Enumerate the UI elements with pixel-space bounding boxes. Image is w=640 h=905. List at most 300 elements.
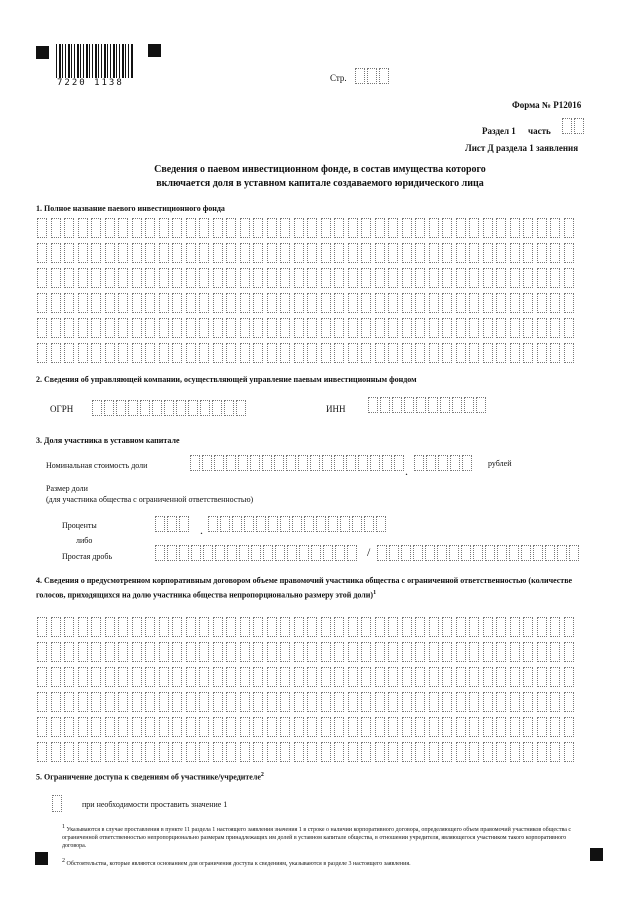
rights-scope-cell[interactable] (307, 717, 317, 737)
fund-name-cell[interactable] (429, 218, 439, 238)
rights-scope-cell[interactable] (267, 667, 277, 687)
fund-name-cell[interactable] (267, 293, 277, 313)
rights-scope-cell[interactable] (307, 642, 317, 662)
fund-name-cell[interactable] (105, 268, 115, 288)
rights-scope-cell[interactable] (348, 692, 358, 712)
fund-name-cell[interactable] (537, 268, 547, 288)
rights-scope-cell[interactable] (64, 742, 74, 762)
page-number-field[interactable] (355, 68, 391, 84)
rights-scope-cell[interactable] (388, 667, 398, 687)
percent-integer-cell[interactable] (179, 516, 189, 532)
rights-scope-cell[interactable] (240, 667, 250, 687)
fund-name-cell[interactable] (483, 343, 493, 363)
fund-name-cell[interactable] (375, 293, 385, 313)
rights-scope-cell[interactable] (361, 667, 371, 687)
fund-name-cell[interactable] (402, 243, 412, 263)
fund-name-cell[interactable] (199, 293, 209, 313)
rights-scope-cell[interactable] (402, 642, 412, 662)
rights-scope-cell[interactable] (51, 617, 61, 637)
fund-name-cell[interactable] (510, 243, 520, 263)
fund-name-cell[interactable] (172, 343, 182, 363)
fund-name-cell[interactable] (483, 243, 493, 263)
rights-scope-cell[interactable] (226, 642, 236, 662)
nominal-rubles-cell[interactable] (238, 455, 248, 471)
fund-name-cell[interactable] (564, 218, 574, 238)
fund-name-cell[interactable] (348, 243, 358, 263)
rights-scope-cell[interactable] (523, 667, 533, 687)
rights-scope-cell[interactable] (510, 617, 520, 637)
rights-scope-cell[interactable] (348, 617, 358, 637)
rights-scope-cell[interactable] (145, 642, 155, 662)
fund-name-cell[interactable] (402, 218, 412, 238)
rights-scope-cell[interactable] (510, 692, 520, 712)
rights-scope-cell[interactable] (91, 642, 101, 662)
fraction-numerator-cell[interactable] (263, 545, 273, 561)
rights-scope-cell[interactable] (240, 717, 250, 737)
fund-name-cell[interactable] (456, 318, 466, 338)
rights-scope-cell[interactable] (253, 642, 263, 662)
nominal-rubles-cell[interactable] (286, 455, 296, 471)
access-restriction-checkbox[interactable] (52, 795, 64, 812)
rights-scope-cell[interactable] (307, 692, 317, 712)
fund-name-cell[interactable] (172, 218, 182, 238)
rights-scope-cell[interactable] (159, 667, 169, 687)
ogrn-cell[interactable] (128, 400, 138, 416)
rights-scope-cell[interactable] (334, 667, 344, 687)
ogrn-cell[interactable] (224, 400, 234, 416)
rights-scope-cell[interactable] (294, 692, 304, 712)
rights-scope-cell[interactable] (523, 692, 533, 712)
rights-scope-cell[interactable] (253, 617, 263, 637)
rights-scope-cell[interactable] (199, 742, 209, 762)
fund-name-cell[interactable] (442, 318, 452, 338)
fund-name-cell[interactable] (456, 293, 466, 313)
fund-name-cell[interactable] (348, 318, 358, 338)
rights-scope-cell[interactable] (483, 642, 493, 662)
fund-name-cell[interactable] (159, 293, 169, 313)
rights-scope-cell[interactable] (442, 642, 452, 662)
fund-name-cell[interactable] (213, 293, 223, 313)
inn-cell[interactable] (464, 397, 474, 413)
rights-scope-cell[interactable] (226, 692, 236, 712)
fund-name-cell[interactable] (37, 343, 47, 363)
nominal-rubles-cell[interactable] (274, 455, 284, 471)
fund-name-cell[interactable] (240, 268, 250, 288)
rights-scope-cell[interactable] (483, 692, 493, 712)
nominal-rubles-cell[interactable] (334, 455, 344, 471)
fund-name-cell[interactable] (253, 243, 263, 263)
percent-fraction-cell[interactable] (244, 516, 254, 532)
rights-scope-cell[interactable] (456, 667, 466, 687)
fraction-denominator-cell[interactable] (533, 545, 543, 561)
fund-name-cell[interactable] (159, 243, 169, 263)
fund-name-cell[interactable] (483, 268, 493, 288)
rights-scope-cell[interactable] (334, 617, 344, 637)
percent-fraction-cell[interactable] (208, 516, 218, 532)
fraction-denominator-cell[interactable] (509, 545, 519, 561)
rights-scope-cell[interactable] (294, 642, 304, 662)
fund-name-cell[interactable] (159, 268, 169, 288)
fund-name-cell[interactable] (415, 343, 425, 363)
fund-name-cell[interactable] (334, 243, 344, 263)
nominal-kopecks-cell[interactable] (414, 455, 424, 471)
nominal-rubles-cell[interactable] (346, 455, 356, 471)
fund-name-cell[interactable] (307, 343, 317, 363)
rights-scope-cell[interactable] (213, 617, 223, 637)
fraction-numerator-cell[interactable] (299, 545, 309, 561)
page-number-cell[interactable] (379, 68, 389, 84)
fund-name-cell[interactable] (469, 343, 479, 363)
rights-scope-cell[interactable] (226, 667, 236, 687)
nominal-rubles-cell[interactable] (382, 455, 392, 471)
rights-scope-cell[interactable] (105, 642, 115, 662)
rights-scope-cell[interactable] (348, 717, 358, 737)
fund-name-cell[interactable] (172, 268, 182, 288)
nominal-rubles-cell[interactable] (394, 455, 404, 471)
rights-scope-cell[interactable] (550, 642, 560, 662)
fraction-denominator-cell[interactable] (413, 545, 423, 561)
rights-scope-cell[interactable] (334, 692, 344, 712)
fund-name-cell[interactable] (37, 318, 47, 338)
fund-name-cell[interactable] (483, 318, 493, 338)
fund-name-cell[interactable] (37, 268, 47, 288)
fund-name-cell[interactable] (307, 268, 317, 288)
fund-name-cell[interactable] (145, 318, 155, 338)
rights-scope-cell[interactable] (64, 717, 74, 737)
fund-name-cell[interactable] (456, 268, 466, 288)
rights-scope-cell[interactable] (429, 692, 439, 712)
fund-name-cell[interactable] (294, 293, 304, 313)
fund-name-cell[interactable] (321, 243, 331, 263)
fund-name-cell[interactable] (37, 243, 47, 263)
fund-name-cell[interactable] (186, 218, 196, 238)
rights-scope-cell[interactable] (51, 642, 61, 662)
rights-scope-cell[interactable] (550, 667, 560, 687)
fund-name-cell[interactable] (294, 218, 304, 238)
rights-scope-cell[interactable] (91, 717, 101, 737)
fund-name-cell[interactable] (402, 293, 412, 313)
fund-name-cell[interactable] (145, 268, 155, 288)
rights-scope-cell[interactable] (186, 667, 196, 687)
rights-scope-cell[interactable] (172, 617, 182, 637)
rights-scope-cell[interactable] (402, 692, 412, 712)
fund-name-cell[interactable] (253, 293, 263, 313)
fund-name-cell[interactable] (334, 318, 344, 338)
rights-scope-cell[interactable] (307, 617, 317, 637)
rights-scope-cell[interactable] (51, 692, 61, 712)
ogrn-cell[interactable] (116, 400, 126, 416)
ogrn-cell[interactable] (104, 400, 114, 416)
fraction-numerator-cell[interactable] (251, 545, 261, 561)
fund-name-cell[interactable] (91, 318, 101, 338)
rights-scope-cell[interactable] (253, 742, 263, 762)
rights-scope-row[interactable] (37, 717, 595, 737)
fund-name-cell[interactable] (307, 243, 317, 263)
fraction-numerator-field[interactable] (155, 545, 359, 561)
rights-scope-cell[interactable] (483, 617, 493, 637)
fund-name-cell[interactable] (280, 268, 290, 288)
fund-name-cell[interactable] (240, 343, 250, 363)
fund-name-cell[interactable] (267, 268, 277, 288)
fund-name-cell[interactable] (132, 293, 142, 313)
fraction-denominator-cell[interactable] (437, 545, 447, 561)
fund-name-cell[interactable] (132, 268, 142, 288)
fraction-denominator-cell[interactable] (449, 545, 459, 561)
fund-name-cell[interactable] (199, 268, 209, 288)
fund-name-cell[interactable] (91, 343, 101, 363)
fund-name-cell[interactable] (280, 218, 290, 238)
fund-name-cell[interactable] (253, 218, 263, 238)
fund-name-cell[interactable] (280, 293, 290, 313)
fund-name-cell[interactable] (348, 268, 358, 288)
rights-scope-cell[interactable] (213, 742, 223, 762)
rights-scope-cell[interactable] (402, 742, 412, 762)
fraction-denominator-cell[interactable] (401, 545, 411, 561)
rights-scope-cell[interactable] (469, 742, 479, 762)
fund-name-cell[interactable] (348, 293, 358, 313)
fund-name-cell[interactable] (550, 293, 560, 313)
rights-scope-cell[interactable] (523, 642, 533, 662)
fund-name-cell[interactable] (429, 243, 439, 263)
fund-name-row[interactable] (37, 243, 595, 263)
fraction-denominator-cell[interactable] (377, 545, 387, 561)
rights-scope-cell[interactable] (375, 642, 385, 662)
rights-scope-cell[interactable] (550, 692, 560, 712)
ogrn-cell[interactable] (152, 400, 162, 416)
fund-name-cell[interactable] (321, 268, 331, 288)
fund-name-cell[interactable] (172, 318, 182, 338)
inn-cell[interactable] (452, 397, 462, 413)
rights-scope-row[interactable] (37, 667, 595, 687)
rights-scope-cell[interactable] (442, 667, 452, 687)
rights-scope-cell[interactable] (321, 717, 331, 737)
rights-scope-cell[interactable] (469, 667, 479, 687)
fund-name-cell[interactable] (226, 318, 236, 338)
rights-scope-cell[interactable] (199, 692, 209, 712)
inn-cell[interactable] (404, 397, 414, 413)
rights-scope-cell[interactable] (469, 692, 479, 712)
fraction-denominator-cell[interactable] (461, 545, 471, 561)
rights-scope-cell[interactable] (253, 717, 263, 737)
rights-scope-cell[interactable] (64, 642, 74, 662)
rights-scope-cell[interactable] (564, 692, 574, 712)
fund-name-cell[interactable] (442, 243, 452, 263)
fund-name-cell[interactable] (91, 293, 101, 313)
fund-name-cell[interactable] (361, 243, 371, 263)
fund-name-cell[interactable] (415, 218, 425, 238)
rights-scope-cell[interactable] (564, 642, 574, 662)
fund-name-cell[interactable] (429, 268, 439, 288)
fund-name-cell[interactable] (186, 343, 196, 363)
rights-scope-cell[interactable] (118, 667, 128, 687)
fund-name-cell[interactable] (64, 343, 74, 363)
fund-name-cell[interactable] (132, 343, 142, 363)
fund-name-row[interactable] (37, 218, 595, 238)
fund-name-cell[interactable] (523, 218, 533, 238)
nominal-rubles-cell[interactable] (250, 455, 260, 471)
fund-name-cell[interactable] (334, 268, 344, 288)
rights-scope-cell[interactable] (159, 692, 169, 712)
fund-name-cell[interactable] (186, 318, 196, 338)
rights-scope-cell[interactable] (456, 717, 466, 737)
fund-name-cell[interactable] (456, 243, 466, 263)
fund-name-cell[interactable] (375, 318, 385, 338)
rights-scope-cell[interactable] (145, 692, 155, 712)
rights-scope-cell[interactable] (186, 617, 196, 637)
rights-scope-cell[interactable] (199, 617, 209, 637)
percent-fraction-cell[interactable] (376, 516, 386, 532)
fund-name-cell[interactable] (388, 268, 398, 288)
rights-scope-cell[interactable] (132, 667, 142, 687)
rights-scope-cell[interactable] (51, 667, 61, 687)
part-number-cell[interactable] (574, 118, 584, 134)
rights-scope-cell[interactable] (37, 667, 47, 687)
fund-name-cell[interactable] (199, 218, 209, 238)
fraction-numerator-cell[interactable] (179, 545, 189, 561)
inn-cell[interactable] (392, 397, 402, 413)
percent-fraction-cell[interactable] (304, 516, 314, 532)
fraction-denominator-cell[interactable] (545, 545, 555, 561)
ogrn-cell[interactable] (212, 400, 222, 416)
fund-name-cell[interactable] (226, 343, 236, 363)
rights-scope-cell[interactable] (537, 742, 547, 762)
part-number-field[interactable] (562, 118, 586, 134)
rights-scope-cell[interactable] (537, 692, 547, 712)
fund-name-cell[interactable] (537, 218, 547, 238)
rights-scope-cell[interactable] (348, 742, 358, 762)
rights-scope-cell[interactable] (253, 667, 263, 687)
fund-name-cell[interactable] (415, 293, 425, 313)
fund-name-cell[interactable] (564, 293, 574, 313)
rights-scope-cell[interactable] (267, 742, 277, 762)
rights-scope-cell[interactable] (78, 692, 88, 712)
percent-fraction-cell[interactable] (268, 516, 278, 532)
rights-scope-cell[interactable] (186, 717, 196, 737)
rights-scope-cell[interactable] (321, 667, 331, 687)
rights-scope-cell[interactable] (172, 642, 182, 662)
rights-scope-cell[interactable] (496, 667, 506, 687)
rights-scope-cell[interactable] (523, 717, 533, 737)
fund-name-row[interactable] (37, 318, 595, 338)
fraction-denominator-cell[interactable] (473, 545, 483, 561)
fund-name-row[interactable] (37, 293, 595, 313)
rights-scope-cell[interactable] (523, 742, 533, 762)
rights-scope-cell[interactable] (267, 617, 277, 637)
fund-name-cell[interactable] (307, 218, 317, 238)
rights-scope-cell[interactable] (564, 667, 574, 687)
rights-scope-cell[interactable] (375, 667, 385, 687)
fund-name-cell[interactable] (199, 243, 209, 263)
rights-scope-cell[interactable] (37, 692, 47, 712)
inn-field[interactable] (368, 397, 488, 413)
fund-name-cell[interactable] (483, 218, 493, 238)
fund-name-cell[interactable] (537, 243, 547, 263)
fund-name-cell[interactable] (307, 293, 317, 313)
rights-scope-cell[interactable] (456, 692, 466, 712)
rights-scope-cell[interactable] (37, 617, 47, 637)
fraction-numerator-cell[interactable] (191, 545, 201, 561)
percent-fraction-cell[interactable] (280, 516, 290, 532)
fund-name-cell[interactable] (294, 268, 304, 288)
rights-scope-cell[interactable] (442, 692, 452, 712)
rights-scope-cell[interactable] (415, 692, 425, 712)
percent-fraction-cell[interactable] (364, 516, 374, 532)
rights-scope-cell[interactable] (280, 742, 290, 762)
fraction-denominator-cell[interactable] (425, 545, 435, 561)
rights-scope-cell[interactable] (132, 717, 142, 737)
rights-scope-cell[interactable] (334, 642, 344, 662)
ogrn-cell[interactable] (200, 400, 210, 416)
rights-scope-cell[interactable] (361, 617, 371, 637)
part-number-cell[interactable] (562, 118, 572, 134)
fund-name-cell[interactable] (240, 293, 250, 313)
rights-scope-cell[interactable] (348, 667, 358, 687)
rights-scope-cell[interactable] (37, 742, 47, 762)
rights-scope-cell[interactable] (186, 692, 196, 712)
fund-name-cell[interactable] (496, 243, 506, 263)
rights-scope-cell[interactable] (510, 717, 520, 737)
fund-name-cell[interactable] (240, 318, 250, 338)
fund-name-cell[interactable] (186, 268, 196, 288)
fund-name-cell[interactable] (51, 268, 61, 288)
rights-scope-cell[interactable] (321, 692, 331, 712)
rights-scope-cell[interactable] (456, 642, 466, 662)
rights-scope-cell[interactable] (78, 667, 88, 687)
fund-name-cell[interactable] (294, 343, 304, 363)
fund-name-cell[interactable] (321, 343, 331, 363)
fund-name-cell[interactable] (523, 343, 533, 363)
rights-scope-cell[interactable] (91, 692, 101, 712)
fund-name-cell[interactable] (91, 218, 101, 238)
fund-name-cell[interactable] (402, 343, 412, 363)
fund-name-cell[interactable] (361, 318, 371, 338)
rights-scope-cell[interactable] (307, 742, 317, 762)
fund-name-cell[interactable] (496, 318, 506, 338)
fund-name-cell[interactable] (267, 218, 277, 238)
fund-name-cell[interactable] (550, 318, 560, 338)
fraction-numerator-cell[interactable] (335, 545, 345, 561)
fund-name-cell[interactable] (564, 268, 574, 288)
fund-name-cell[interactable] (361, 218, 371, 238)
fund-name-cell[interactable] (145, 218, 155, 238)
fund-name-cell[interactable] (334, 218, 344, 238)
fraction-denominator-cell[interactable] (569, 545, 579, 561)
inn-cell[interactable] (476, 397, 486, 413)
fund-name-cell[interactable] (213, 318, 223, 338)
fund-name-cell[interactable] (132, 318, 142, 338)
fund-name-cell[interactable] (159, 343, 169, 363)
fund-name-cell[interactable] (280, 318, 290, 338)
rights-scope-cell[interactable] (172, 717, 182, 737)
rights-scope-cell[interactable] (496, 742, 506, 762)
fund-name-cell[interactable] (307, 318, 317, 338)
rights-scope-cell[interactable] (159, 642, 169, 662)
fund-name-cell[interactable] (469, 293, 479, 313)
rights-scope-cell[interactable] (280, 667, 290, 687)
rights-scope-cell[interactable] (537, 642, 547, 662)
rights-scope-cell[interactable] (388, 617, 398, 637)
rights-scope-cell[interactable] (388, 642, 398, 662)
rights-scope-cell[interactable] (213, 667, 223, 687)
fund-name-cell[interactable] (388, 243, 398, 263)
ogrn-cell[interactable] (176, 400, 186, 416)
rights-scope-cell[interactable] (145, 617, 155, 637)
rights-scope-cell[interactable] (145, 717, 155, 737)
fund-name-cell[interactable] (469, 218, 479, 238)
ogrn-cell[interactable] (140, 400, 150, 416)
fund-name-cell[interactable] (118, 318, 128, 338)
nominal-value-rubles-field[interactable] (190, 455, 406, 471)
